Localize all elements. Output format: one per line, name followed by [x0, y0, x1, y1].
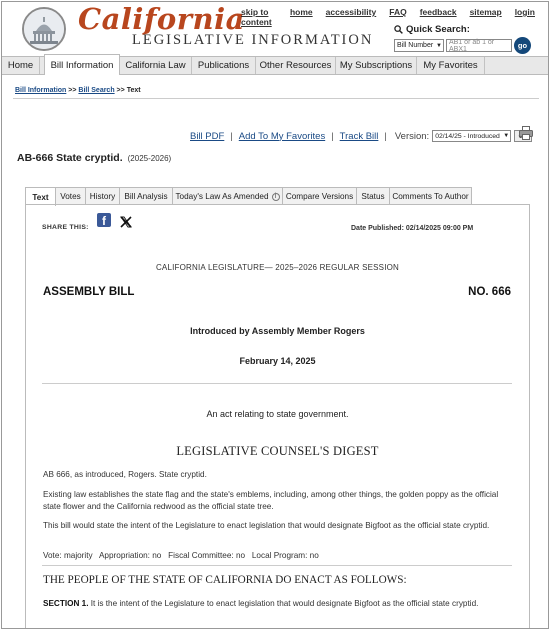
chevron-down-icon: ▼ [503, 133, 510, 139]
bill-pdf-link[interactable]: Bill PDF [190, 130, 225, 142]
home-link[interactable]: home [289, 7, 313, 17]
enacting-clause: THE PEOPLE OF THE STATE OF CALIFORNIA DO ENACT AS FOLLOWS: [43, 574, 407, 586]
date-published: Date Published: 02/14/2025 09:00 PM [351, 225, 474, 232]
main-nav [2, 56, 548, 75]
feedback-link[interactable]: feedback [419, 7, 457, 17]
digest-paragraph: Existing law establishes the state flag and the state's emblems, including, among other things, the golden poppy as the official state flower and the California redwood as the official state tree. [43, 490, 499, 511]
breadcrumb-divider [13, 98, 539, 99]
nav-tab-my-subscriptions[interactable]: My Subscriptions [336, 57, 417, 74]
vote-line: Vote: majority Appropriation: no Fiscal Committee: no Local Program: no [43, 551, 319, 560]
act-relating: An act relating to state government. [206, 409, 349, 419]
share-label: SHARE THIS: [42, 224, 89, 231]
nav-tab-california-law[interactable]: California Law [120, 57, 192, 74]
digest-title: LEGISLATIVE COUNSEL'S DIGEST [176, 444, 379, 458]
introduced-date: February 14, 2025 [239, 356, 316, 366]
quick-search-label: Quick Search: [406, 24, 470, 35]
tab-comments-to-author[interactable]: Comments To Author [389, 187, 472, 205]
quick-search-placeholder: AB1 or ab 1 or ABX1 [449, 38, 495, 53]
page-frame [1, 1, 549, 629]
bill-session: (2025-2026) [127, 154, 172, 163]
tab-todays-law-label: Today's Law As Amended [175, 192, 269, 201]
quick-search-row [394, 37, 531, 54]
bill-title-text: AB-666 State cryptid. [17, 152, 123, 164]
action-separator: | [331, 130, 334, 142]
track-bill-link[interactable]: Track Bill [339, 130, 379, 142]
faq-link[interactable]: FAQ [389, 7, 407, 17]
bill-title [17, 152, 171, 164]
bill-type-value: Bill Number [397, 42, 434, 49]
brand-subtitle: LEGISLATIVE INFORMATION [132, 32, 374, 48]
digest-paragraph: This bill would state the intent of the Legislature to enact legislation that would designate Bigfoot as the official state cryptid. [43, 521, 490, 530]
breadcrumb-bill-search[interactable]: Bill Search [78, 87, 115, 94]
login-link[interactable]: login [514, 7, 535, 17]
tab-bill-analysis[interactable]: Bill Analysis [119, 187, 173, 205]
breadcrumb-separator: >> [66, 87, 79, 94]
brand-script: California [78, 2, 245, 36]
info-icon: i [272, 193, 280, 201]
site-header [2, 2, 548, 56]
skip-to-content-link[interactable]: skip to content [241, 7, 272, 27]
accessibility-link[interactable]: accessibility [325, 7, 377, 17]
section-text: It is the intent of the Legislature to enact legislation that would designate Bigfoot as the official state cryptid. [88, 599, 479, 608]
legislature-heading: CALIFORNIA LEGISLATURE— 2025–2026 REGULAR SESSION [155, 263, 400, 272]
x-twitter-icon[interactable] [120, 216, 132, 228]
introduced-by: Introduced by Assembly Member Rogers [190, 326, 365, 336]
nav-tab-my-favorites[interactable]: My Favorites [417, 57, 485, 74]
section-label: SECTION 1. [43, 599, 89, 608]
tab-history[interactable]: History [85, 187, 120, 205]
assembly-bill-label: ASSEMBLY BILL [43, 286, 135, 298]
section-1 [43, 598, 515, 610]
bill-number: NO. 666 [468, 286, 511, 298]
version-select[interactable] [432, 130, 511, 142]
nav-tab-home[interactable]: Home [2, 57, 40, 74]
bill-type-select[interactable] [394, 39, 444, 52]
search-icon [394, 25, 403, 34]
quick-search [394, 24, 531, 54]
tab-compare-versions[interactable]: Compare Versions [282, 187, 357, 205]
add-to-favorites-link[interactable]: Add To My Favorites [238, 130, 326, 142]
action-separator: | [384, 130, 387, 142]
quick-search-title [394, 24, 531, 35]
bill-tabs [25, 187, 471, 205]
facebook-letter: f [102, 214, 106, 227]
nav-tab-other-resources[interactable]: Other Resources [256, 57, 336, 74]
tab-text[interactable]: Text [25, 187, 56, 206]
printer-icon[interactable] [519, 126, 533, 140]
breadcrumb-bill-information[interactable]: Bill Information [15, 87, 67, 94]
digest-paragraph: AB 666, as introduced, Rogers. State cryptid. [43, 470, 207, 479]
facebook-icon[interactable] [97, 213, 111, 227]
chevron-down-icon: ▼ [436, 42, 442, 49]
nav-tab-publications[interactable]: Publications [192, 57, 256, 74]
breadcrumb-current: Text [126, 87, 141, 94]
breadcrumb-separator: >> [114, 87, 127, 94]
tab-todays-law-as-amended[interactable] [172, 187, 283, 205]
quick-search-go-button[interactable]: go [514, 37, 531, 54]
version-label: Version: [394, 130, 430, 142]
section-divider [42, 565, 512, 566]
quick-search-input[interactable] [446, 39, 512, 52]
tab-status[interactable]: Status [356, 187, 390, 205]
bill-text-panel [25, 204, 530, 629]
capitol-seal-icon[interactable] [22, 7, 66, 51]
action-separator: | [230, 130, 233, 142]
section-divider [42, 383, 512, 384]
nav-tab-bill-information[interactable]: Bill Information [44, 54, 120, 75]
tab-votes[interactable]: Votes [55, 187, 86, 205]
sitemap-link[interactable]: sitemap [469, 7, 502, 17]
bill-actions [190, 130, 532, 142]
breadcrumb [15, 87, 141, 94]
version-value: 02/14/25 - Introduced [435, 132, 500, 140]
